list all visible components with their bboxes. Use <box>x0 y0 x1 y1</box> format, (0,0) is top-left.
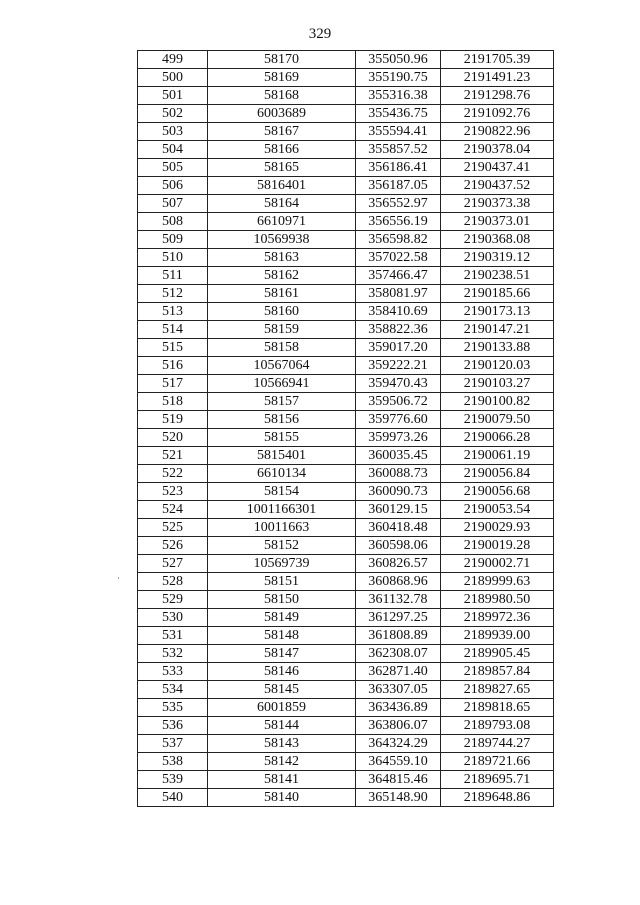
point-id-cell: 10569938 <box>208 231 356 249</box>
point-number-cell: 534 <box>138 681 208 699</box>
x-coordinate-cell: 364324.29 <box>356 735 441 753</box>
point-number-cell: 502 <box>138 105 208 123</box>
table-row <box>138 753 554 771</box>
point-id-cell: 58158 <box>208 339 356 357</box>
x-coordinate-cell: 360868.96 <box>356 573 441 591</box>
x-coordinate-cell: 362308.07 <box>356 645 441 663</box>
table-row <box>138 447 554 465</box>
x-coordinate-cell: 356186.41 <box>356 159 441 177</box>
point-number-cell: 504 <box>138 141 208 159</box>
point-id-cell: 58160 <box>208 303 356 321</box>
y-coordinate-cell: 2189818.65 <box>441 699 554 717</box>
point-id-cell: 58151 <box>208 573 356 591</box>
x-coordinate-cell: 363436.89 <box>356 699 441 717</box>
y-coordinate-cell: 2189980.50 <box>441 591 554 609</box>
table-row <box>138 501 554 519</box>
y-coordinate-cell: 2189905.45 <box>441 645 554 663</box>
x-coordinate-cell: 360035.45 <box>356 447 441 465</box>
x-coordinate-cell: 362871.40 <box>356 663 441 681</box>
point-id-cell: 58154 <box>208 483 356 501</box>
table-row <box>138 123 554 141</box>
point-number-cell: 526 <box>138 537 208 555</box>
point-id-cell: 6001859 <box>208 699 356 717</box>
x-coordinate-cell: 363806.07 <box>356 717 441 735</box>
point-number-cell: 527 <box>138 555 208 573</box>
x-coordinate-cell: 355594.41 <box>356 123 441 141</box>
x-coordinate-cell: 356552.97 <box>356 195 441 213</box>
x-coordinate-cell: 358410.69 <box>356 303 441 321</box>
point-number-cell: 525 <box>138 519 208 537</box>
table-row <box>138 177 554 195</box>
x-coordinate-cell: 361132.78 <box>356 591 441 609</box>
x-coordinate-cell: 361808.89 <box>356 627 441 645</box>
table-row <box>138 789 554 807</box>
point-id-cell: 6610134 <box>208 465 356 483</box>
x-coordinate-cell: 357466.47 <box>356 267 441 285</box>
y-coordinate-cell: 2190053.54 <box>441 501 554 519</box>
table-row <box>138 339 554 357</box>
x-coordinate-cell: 359973.26 <box>356 429 441 447</box>
coordinates-table-body <box>138 51 554 807</box>
x-coordinate-cell: 359222.21 <box>356 357 441 375</box>
table-row <box>138 519 554 537</box>
y-coordinate-cell: 2189939.00 <box>441 627 554 645</box>
point-id-cell: 58152 <box>208 537 356 555</box>
point-id-cell: 58143 <box>208 735 356 753</box>
x-coordinate-cell: 359470.43 <box>356 375 441 393</box>
y-coordinate-cell: 2190019.28 <box>441 537 554 555</box>
point-id-cell: 10011663 <box>208 519 356 537</box>
y-coordinate-cell: 2190368.08 <box>441 231 554 249</box>
y-coordinate-cell: 2190319.12 <box>441 249 554 267</box>
x-coordinate-cell: 361297.25 <box>356 609 441 627</box>
point-id-cell: 58140 <box>208 789 356 807</box>
point-number-cell: 512 <box>138 285 208 303</box>
table-row <box>138 537 554 555</box>
y-coordinate-cell: 2190437.41 <box>441 159 554 177</box>
point-id-cell: 58149 <box>208 609 356 627</box>
y-coordinate-cell: 2190066.28 <box>441 429 554 447</box>
table-row <box>138 681 554 699</box>
x-coordinate-cell: 360418.48 <box>356 519 441 537</box>
table-row <box>138 771 554 789</box>
x-coordinate-cell: 358822.36 <box>356 321 441 339</box>
x-coordinate-cell: 360088.73 <box>356 465 441 483</box>
table-row <box>138 231 554 249</box>
y-coordinate-cell: 2191092.76 <box>441 105 554 123</box>
point-number-cell: 536 <box>138 717 208 735</box>
point-id-cell: 1001166301 <box>208 501 356 519</box>
y-coordinate-cell: 2190100.82 <box>441 393 554 411</box>
point-id-cell: 58170 <box>208 51 356 69</box>
x-coordinate-cell: 355316.38 <box>356 87 441 105</box>
point-number-cell: 501 <box>138 87 208 105</box>
point-number-cell: 516 <box>138 357 208 375</box>
x-coordinate-cell: 357022.58 <box>356 249 441 267</box>
point-id-cell: 58146 <box>208 663 356 681</box>
x-coordinate-cell: 359017.20 <box>356 339 441 357</box>
x-coordinate-cell: 360826.57 <box>356 555 441 573</box>
point-id-cell: 10569739 <box>208 555 356 573</box>
point-number-cell: 522 <box>138 465 208 483</box>
point-number-cell: 499 <box>138 51 208 69</box>
table-row <box>138 645 554 663</box>
y-coordinate-cell: 2190378.04 <box>441 141 554 159</box>
point-id-cell: 58167 <box>208 123 356 141</box>
table-row <box>138 609 554 627</box>
point-number-cell: 540 <box>138 789 208 807</box>
point-number-cell: 500 <box>138 69 208 87</box>
y-coordinate-cell: 2190822.96 <box>441 123 554 141</box>
point-number-cell: 538 <box>138 753 208 771</box>
page-number: 329 <box>308 26 332 42</box>
table-row <box>138 159 554 177</box>
table-row <box>138 429 554 447</box>
point-id-cell: 6610971 <box>208 213 356 231</box>
y-coordinate-cell: 2189999.63 <box>441 573 554 591</box>
point-id-cell: 58156 <box>208 411 356 429</box>
point-id-cell: 58148 <box>208 627 356 645</box>
x-coordinate-cell: 355857.52 <box>356 141 441 159</box>
y-coordinate-cell: 2191491.23 <box>441 69 554 87</box>
table-row <box>138 591 554 609</box>
point-number-cell: 529 <box>138 591 208 609</box>
table-row <box>138 735 554 753</box>
x-coordinate-cell: 360090.73 <box>356 483 441 501</box>
point-id-cell: 58165 <box>208 159 356 177</box>
y-coordinate-cell: 2190056.84 <box>441 465 554 483</box>
point-id-cell: 58157 <box>208 393 356 411</box>
point-number-cell: 503 <box>138 123 208 141</box>
y-coordinate-cell: 2189695.71 <box>441 771 554 789</box>
point-number-cell: 533 <box>138 663 208 681</box>
point-number-cell: 528 <box>138 573 208 591</box>
point-number-cell: 523 <box>138 483 208 501</box>
table-row <box>138 249 554 267</box>
y-coordinate-cell: 2190437.52 <box>441 177 554 195</box>
point-number-cell: 520 <box>138 429 208 447</box>
point-id-cell: 58155 <box>208 429 356 447</box>
x-coordinate-cell: 360598.06 <box>356 537 441 555</box>
table-row <box>138 483 554 501</box>
y-coordinate-cell: 2189744.27 <box>441 735 554 753</box>
table-row <box>138 321 554 339</box>
y-coordinate-cell: 2189793.08 <box>441 717 554 735</box>
x-coordinate-cell: 365148.90 <box>356 789 441 807</box>
y-coordinate-cell: 2190238.51 <box>441 267 554 285</box>
y-coordinate-cell: 2191705.39 <box>441 51 554 69</box>
point-number-cell: 517 <box>138 375 208 393</box>
y-coordinate-cell: 2190173.13 <box>441 303 554 321</box>
table-row <box>138 393 554 411</box>
table-row <box>138 195 554 213</box>
y-coordinate-cell: 2190373.38 <box>441 195 554 213</box>
x-coordinate-cell: 359506.72 <box>356 393 441 411</box>
table-row <box>138 627 554 645</box>
point-number-cell: 537 <box>138 735 208 753</box>
table-row <box>138 267 554 285</box>
y-coordinate-cell: 2190079.50 <box>441 411 554 429</box>
point-number-cell: 506 <box>138 177 208 195</box>
table-row <box>138 663 554 681</box>
point-id-cell: 58168 <box>208 87 356 105</box>
point-id-cell: 58147 <box>208 645 356 663</box>
coordinates-table <box>137 50 554 807</box>
point-id-cell: 58145 <box>208 681 356 699</box>
point-id-cell: 6003689 <box>208 105 356 123</box>
point-id-cell: 5815401 <box>208 447 356 465</box>
y-coordinate-cell: 2189972.36 <box>441 609 554 627</box>
point-number-cell: 508 <box>138 213 208 231</box>
x-coordinate-cell: 364559.10 <box>356 753 441 771</box>
point-number-cell: 515 <box>138 339 208 357</box>
table-row <box>138 465 554 483</box>
y-coordinate-cell: 2190056.68 <box>441 483 554 501</box>
point-number-cell: 524 <box>138 501 208 519</box>
x-coordinate-cell: 356556.19 <box>356 213 441 231</box>
y-coordinate-cell: 2189827.65 <box>441 681 554 699</box>
table-row <box>138 87 554 105</box>
point-id-cell: 10566941 <box>208 375 356 393</box>
x-coordinate-cell: 360129.15 <box>356 501 441 519</box>
point-number-cell: 518 <box>138 393 208 411</box>
point-number-cell: 514 <box>138 321 208 339</box>
point-number-cell: 532 <box>138 645 208 663</box>
y-coordinate-cell: 2190029.93 <box>441 519 554 537</box>
point-id-cell: 58162 <box>208 267 356 285</box>
y-coordinate-cell: 2189721.66 <box>441 753 554 771</box>
x-coordinate-cell: 356598.82 <box>356 231 441 249</box>
x-coordinate-cell: 363307.05 <box>356 681 441 699</box>
table-row <box>138 357 554 375</box>
y-coordinate-cell: 2190061.19 <box>441 447 554 465</box>
point-id-cell: 10567064 <box>208 357 356 375</box>
point-number-cell: 519 <box>138 411 208 429</box>
x-coordinate-cell: 355050.96 <box>356 51 441 69</box>
y-coordinate-cell: 2190133.88 <box>441 339 554 357</box>
point-id-cell: 58161 <box>208 285 356 303</box>
x-coordinate-cell: 355190.75 <box>356 69 441 87</box>
table-row <box>138 411 554 429</box>
point-number-cell: 510 <box>138 249 208 267</box>
x-coordinate-cell: 356187.05 <box>356 177 441 195</box>
y-coordinate-cell: 2190373.01 <box>441 213 554 231</box>
x-coordinate-cell: 364815.46 <box>356 771 441 789</box>
point-id-cell: 5816401 <box>208 177 356 195</box>
table-row <box>138 141 554 159</box>
x-coordinate-cell: 355436.75 <box>356 105 441 123</box>
y-coordinate-cell: 2190147.21 <box>441 321 554 339</box>
table-row <box>138 51 554 69</box>
point-number-cell: 509 <box>138 231 208 249</box>
point-number-cell: 507 <box>138 195 208 213</box>
x-coordinate-cell: 358081.97 <box>356 285 441 303</box>
y-coordinate-cell: 2190185.66 <box>441 285 554 303</box>
table-row <box>138 213 554 231</box>
point-number-cell: 531 <box>138 627 208 645</box>
point-number-cell: 505 <box>138 159 208 177</box>
y-coordinate-cell: 2190002.71 <box>441 555 554 573</box>
table-row <box>138 699 554 717</box>
point-number-cell: 535 <box>138 699 208 717</box>
y-coordinate-cell: 2191298.76 <box>441 87 554 105</box>
point-id-cell: 58166 <box>208 141 356 159</box>
point-number-cell: 513 <box>138 303 208 321</box>
point-id-cell: 58142 <box>208 753 356 771</box>
table-row <box>138 105 554 123</box>
table-row <box>138 375 554 393</box>
point-id-cell: 58159 <box>208 321 356 339</box>
point-id-cell: 58163 <box>208 249 356 267</box>
y-coordinate-cell: 2190120.03 <box>441 357 554 375</box>
y-coordinate-cell: 2189648.86 <box>441 789 554 807</box>
y-coordinate-cell: 2190103.27 <box>441 375 554 393</box>
y-coordinate-cell: 2189857.84 <box>441 663 554 681</box>
table-row <box>138 69 554 87</box>
point-id-cell: 58144 <box>208 717 356 735</box>
x-coordinate-cell: 359776.60 <box>356 411 441 429</box>
point-id-cell: 58141 <box>208 771 356 789</box>
point-number-cell: 530 <box>138 609 208 627</box>
stray-mark: · <box>117 573 120 583</box>
table-row <box>138 285 554 303</box>
table-row <box>138 573 554 591</box>
point-number-cell: 521 <box>138 447 208 465</box>
table-row <box>138 555 554 573</box>
point-number-cell: 511 <box>138 267 208 285</box>
point-id-cell: 58150 <box>208 591 356 609</box>
point-number-cell: 539 <box>138 771 208 789</box>
table-row <box>138 717 554 735</box>
point-id-cell: 58164 <box>208 195 356 213</box>
point-id-cell: 58169 <box>208 69 356 87</box>
table-row <box>138 303 554 321</box>
